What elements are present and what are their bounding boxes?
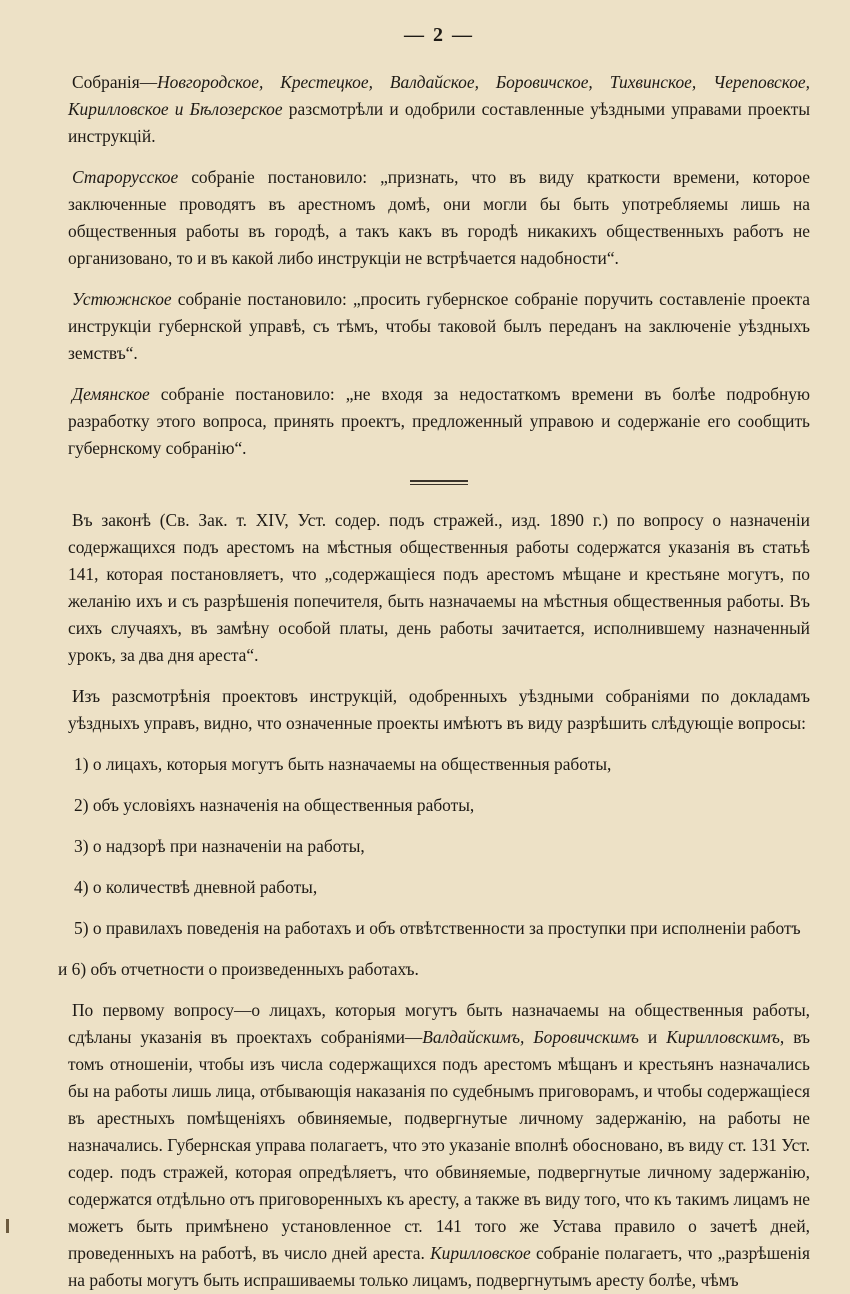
text-run: По первому вопросу—о лицахъ, которыя могутъ быть назначаемы на общественныя работы, сдѣланы указанія въ проектахъ собраніями—	[68, 1000, 810, 1047]
italic-run: Кирилловское	[430, 1243, 531, 1263]
italic-run: Новгородское, Крестецкое, Валдайское, Боровичское, Тихвинское, Череповское, Кирилловское и Бѣлозерское	[68, 72, 810, 119]
list-item: 3) о надзорѣ при назначеніи на работы,	[74, 836, 365, 856]
list-item: и 6) объ отчетности о произведенныхъ работахъ.	[58, 959, 419, 979]
paragraph-demyanskoe	[68, 381, 810, 462]
paragraph-projects-review: Изъ разсмотрѣнія проектовъ инструкцій, одобренныхъ уѣздными собраніями по докладамъ уѣздныхъ управъ, видно, что означенные проекты имѣютъ въ виду разрѣшить слѣдующіе вопросы:	[68, 686, 810, 733]
italic-run: Устюжнское	[72, 289, 172, 309]
text-run: собраніе полагаетъ, что „разрѣшенія на работы могутъ быть испрашиваемы только лицамъ, подвергнутымъ аресту болѣе, чѣмъ	[68, 1243, 810, 1290]
paragraph-ustyuzhnskoe	[68, 286, 810, 367]
list-item: 4) о количествѣ дневной работы,	[74, 877, 318, 897]
list-item: 2) объ условіяхъ назначенія на общественныя работы,	[74, 795, 475, 815]
paragraph-first-question	[68, 997, 810, 1294]
paragraph-assemblies-approved	[68, 69, 810, 150]
text-run: и	[638, 1027, 667, 1047]
list-item: 5) о правилахъ поведенія на работахъ и объ отвѣтственности за проступки при исполненіи работъ	[74, 918, 801, 938]
scan-edge-mark	[6, 1219, 9, 1233]
paragraph-starorusskoe	[68, 164, 810, 272]
section-divider	[410, 480, 468, 485]
italic-run: Кирилловскимъ	[666, 1027, 780, 1047]
page-number: — 2 —	[404, 24, 474, 46]
italic-run: Демянское	[72, 384, 150, 404]
text-run: Собранія—	[72, 72, 158, 92]
text-run: , въ томъ отношеніи, чтобы изъ числа содержащихся подъ арестомъ мѣщанъ и крестьянъ назначались бы на работы лишь лица, отбывающія наказанія по судебнымъ приговорамъ, и чтобы содержащіеся въ арестныхъ помѣщеніяхъ обвиняемые, подвергнутые личному задержанію, на работы не назначались. Губернская управа полагаетъ, что это указаніе вполнѣ обосновано, въ виду ст. 131 Уст. содер. подъ стражей, которая опредѣляетъ, что обвиняемые, подвергнутые личному задержанію, содержатся отдѣльно отъ приговоренныхъ къ аресту, а также въ виду того, что къ такимъ лицамъ не можетъ быть примѣнено установленное ст. 141 того же Устава правило о зачетѣ дней, проведенныхъ на работѣ, въ число дней ареста.	[68, 1027, 810, 1263]
text-run: разсмотрѣли и одобрили составленные уѣздными управами проекты инструкцій.	[68, 99, 811, 146]
list-item: 1) о лицахъ, которыя могутъ быть назначаемы на общественныя работы,	[74, 754, 612, 774]
text-run: собраніе постановило: „просить губернское собраніе поручить составленіе проекта инструкціи губернской управѣ, съ тѣмъ, чтобы таковой былъ переданъ на заключеніе уѣздныхъ земствъ“.	[68, 289, 810, 363]
paragraph-law-reference: Въ законѣ (Св. Зак. т. XIV, Уст. содер. подъ стражей., изд. 1890 г.) по вопросу о назначеніи содержащихся подъ арестомъ на мѣстныя общественныя работы содержатся указанія въ статьѣ 141, которая постановляетъ, что „содержащіеся подъ арестомъ мѣщане и крестьяне могутъ, по желанію ихъ и съ разрѣшенія попечителя, быть назначаемы на мѣстныя общественныя работы. Въ сихъ случаяхъ, въ замѣну особой платы, день работы зачитается, исполнившему назначенный урокъ, за два дня ареста“.	[68, 510, 810, 665]
italic-run: Валдайскимъ, Боровичскимъ	[422, 1027, 639, 1047]
italic-run: Старорусское	[72, 167, 179, 187]
text-run: собраніе постановило: „признать, что въ виду краткости времени, которое заключенные проводятъ въ арестномъ домѣ, они могли бы быть употребляемы лишь на общественныя работы въ городѣ, а такъ какъ въ городѣ никакихъ общественныхъ работъ не организовано, то и въ какой либо инструкціи не встрѣчается надобности“.	[68, 167, 810, 268]
text-run: собраніе постановило: „не входя за недостаткомъ времени въ болѣе подробную разработку этого вопроса, принять проектъ, предложенный управою и содержаніе его сообщить губернскому собранію“.	[68, 384, 810, 458]
